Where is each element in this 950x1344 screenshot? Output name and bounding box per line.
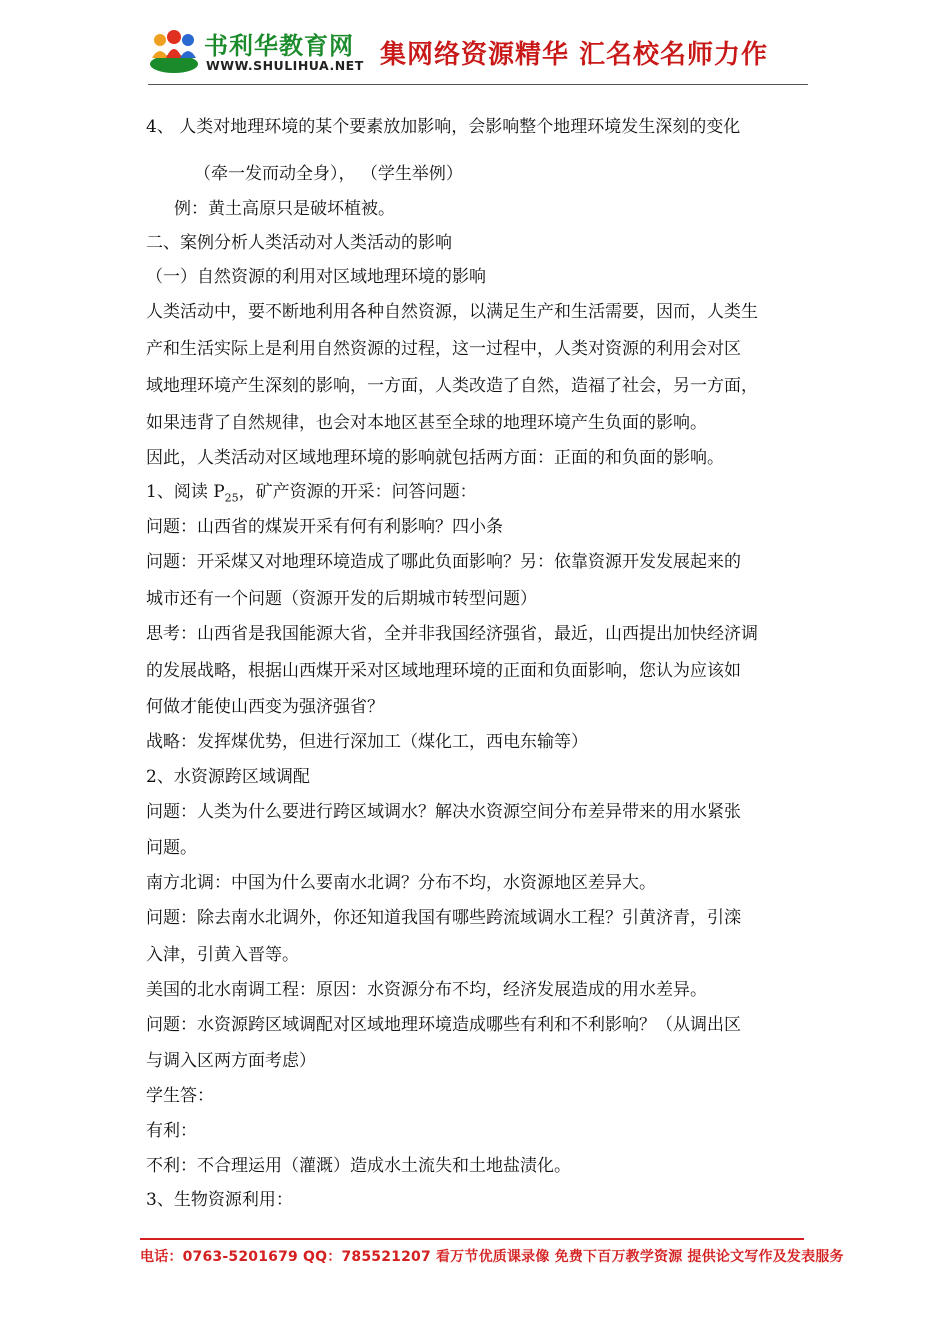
paragraph-line: 4、 人类对地理环境的某个要素放加影响，会影响整个地理环境发生深刻的变化 xyxy=(146,117,741,137)
paragraph-line: 思考：山西省是我国能源大省，全并非我国经济强省，最近，山西提出加快经济调 xyxy=(146,624,758,644)
paragraph-line: 城市还有一个问题（资源开发的后期城市转型问题） xyxy=(146,589,537,609)
paragraph-line: 问题：水资源跨区域调配对区域地理环境造成哪些有利和不利影响？（从调出区 xyxy=(146,1015,741,1035)
paragraph-line: 不利：不合理运用（灌溉）造成水土流失和土地盐渍化。 xyxy=(146,1156,571,1176)
paragraph-line: 问题：除去南水北调外，你还知道我国有哪些跨流域调水工程？引黄济青，引滦 xyxy=(146,908,741,928)
paragraph-line: 如果违背了自然规律，也会对本地区甚至全球的地理环境产生负面的影响。 xyxy=(146,413,707,433)
logo-icon xyxy=(148,28,200,74)
paragraph-line: 因此，人类活动对区域地理环境的影响就包括两方面：正面的和负面的影响。 xyxy=(146,448,724,468)
paragraph-line: 与调入区两方面考虑） xyxy=(146,1051,316,1071)
page-header xyxy=(148,22,808,86)
footer-divider xyxy=(140,1238,804,1240)
section-heading: 二、案例分析人类活动对人类活动的影响 xyxy=(146,233,452,253)
paragraph-line: 的发展战略，根据山西煤开采对区域地理环境的正面和负面影响，您认为应该如 xyxy=(146,661,741,681)
subsection-heading: （一）自然资源的利用对区域地理环境的影响 xyxy=(146,267,486,287)
logo-title: 书利华教育网 xyxy=(204,32,354,60)
page-footer: 电话：0763-5201679 QQ：785521207 看万节优质课录像 免费下百万教学资源 提供论文写作及发表服务 xyxy=(140,1249,844,1265)
paragraph-line: 例：黄土高原只是破坏植被。 xyxy=(174,199,395,219)
header-divider xyxy=(148,84,808,85)
paragraph-line: （牵一发而动全身）， （学生举例） xyxy=(194,164,463,184)
paragraph-line: 问题：开采煤又对地理环境造成了哪此负面影响？另：依靠资源开发发展起来的 xyxy=(146,552,741,572)
paragraph-line: 有利： xyxy=(146,1121,197,1141)
paragraph-line: 学生答： xyxy=(146,1086,214,1106)
paragraph-line: 问题：山西省的煤炭开采有何有利影响？四小条 xyxy=(146,517,503,537)
paragraph-line: 2、水资源跨区域调配 xyxy=(146,767,310,787)
paragraph-line: 南方北调：中国为什么要南水北调？分布不均，水资源地区差异大。 xyxy=(146,873,656,893)
paragraph-line: 战略：发挥煤优势，但进行深加工（煤化工，西电东输等） xyxy=(146,732,588,752)
paragraph-line: 何做才能使山西变为强济强省？ xyxy=(146,697,384,717)
paragraph-line: 问题。 xyxy=(146,838,197,858)
paragraph-line: 入津，引黄入晋等。 xyxy=(146,945,299,965)
paragraph-line: 产和生活实际上是利用自然资源的过程，这一过程中，人类对资源的利用会对区 xyxy=(146,339,741,359)
paragraph-line: 3、生物资源利用： xyxy=(146,1190,293,1210)
header-slogan: 集网络资源精华 汇名校名师力作 xyxy=(380,40,769,70)
paragraph-line: 美国的北水南调工程：原因：水资源分布不均，经济发展造成的用水差异。 xyxy=(146,980,707,1000)
paragraph-line: 域地理环境产生深刻的影响，一方面，人类改造了自然，造福了社会，另一方面， xyxy=(146,376,758,396)
paragraph-line: 1、阅读 $P_{25}$，矿产资源的开采：问答问题： xyxy=(146,482,477,505)
paragraph-line: 问题：人类为什么要进行跨区域调水？解决水资源空间分布差异带来的用水紧张 xyxy=(146,802,741,822)
logo-url: WWW.SHULIHUA.NET xyxy=(206,58,364,73)
paragraph-line: 人类活动中，要不断地利用各种自然资源，以满足生产和生活需要，因而，人类生 xyxy=(146,302,758,322)
